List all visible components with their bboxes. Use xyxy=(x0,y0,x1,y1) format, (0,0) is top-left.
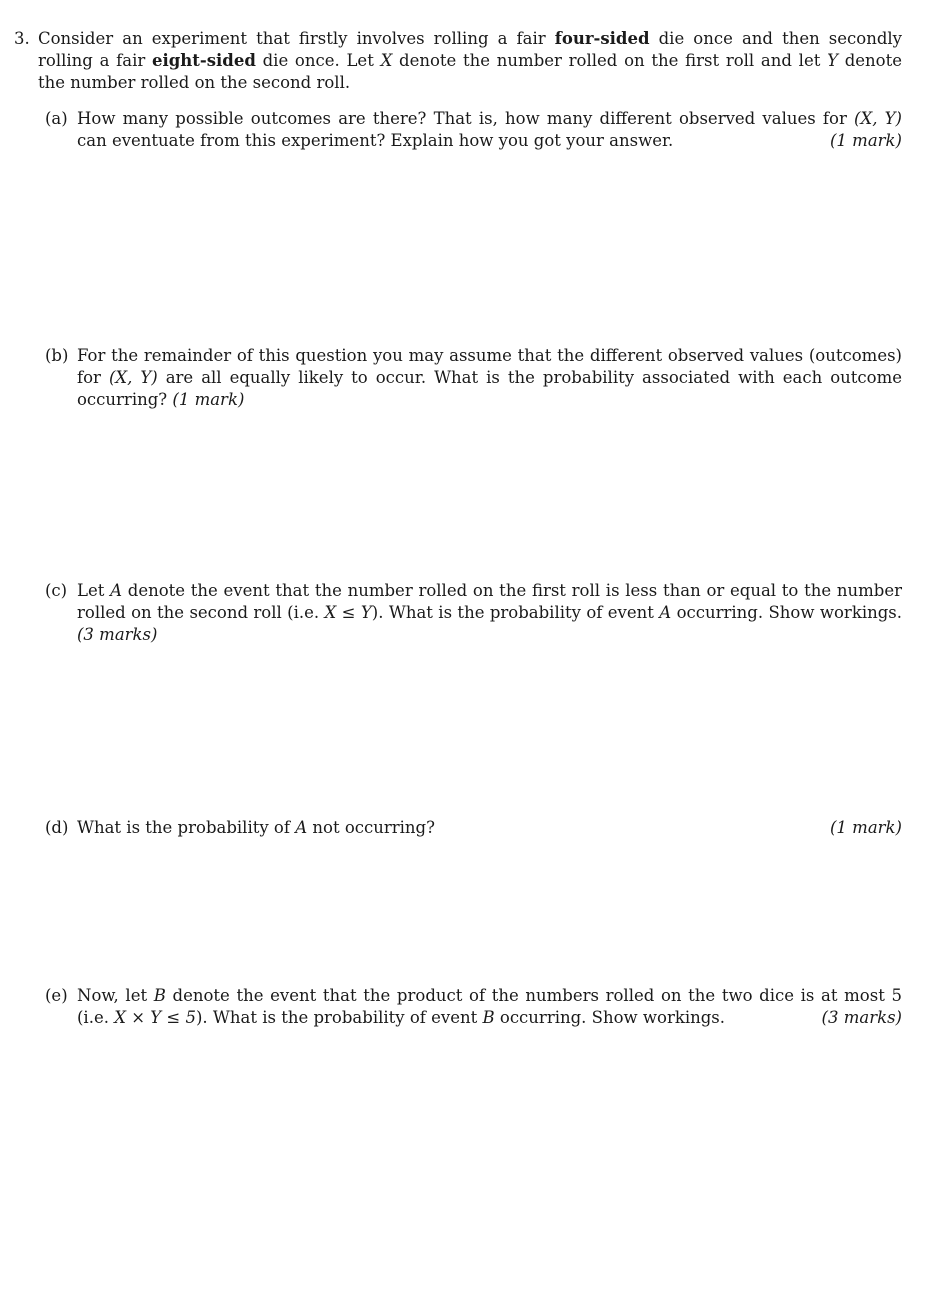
part-d-text-2: not occurring? xyxy=(307,818,435,837)
part-c-marks: (3 marks) xyxy=(77,625,158,644)
part-c-label: (c) xyxy=(45,581,68,600)
part-b-text-2: are all equally likely to occur. What is the probability associated with each outcome occurring? xyxy=(77,368,902,409)
stem-text: Consider an experiment that firstly involves rolling a fair xyxy=(38,29,555,48)
part-c-text-3: ). What is the probability of event xyxy=(371,603,660,622)
part-c-text-2: denote the event that the number rolled on the first roll is less than or equal to the number rolled on the second roll (i.e. xyxy=(77,581,902,622)
part-c-text-1: Let xyxy=(77,581,111,600)
part-c-text-4: occurring. Show workings. xyxy=(671,603,902,622)
part-e-text-1: Now, let xyxy=(77,986,154,1005)
math-var-x: X xyxy=(380,51,393,70)
part-e xyxy=(45,985,902,1029)
stem-bold-four-sided: four-sided xyxy=(554,29,650,48)
stem-text: denote the number rolled on the first roll and let xyxy=(392,51,828,70)
part-b-text-1: For the remainder of this question you may assume that the different observed values (outcomes) for xyxy=(77,346,902,387)
part-b-label: (b) xyxy=(45,346,69,365)
math-var-a: A xyxy=(659,603,672,622)
part-d-text xyxy=(77,817,902,839)
part-b-answer-space xyxy=(45,400,902,575)
part-d-text-1: What is the probability of xyxy=(77,818,296,837)
part-e-label: (e) xyxy=(45,986,68,1005)
part-b-math: (X, Y) xyxy=(108,368,158,387)
question-stem xyxy=(38,28,902,94)
part-a-marks: (1 mark) xyxy=(830,131,902,150)
part-d-answer-space xyxy=(45,845,902,980)
part-a-text xyxy=(77,108,902,152)
part-e-text-4: occurring. Show workings. xyxy=(494,1008,726,1027)
part-e-text-2: denote the event that the product of the numbers rolled on the two dice is at most 5 (i.e. xyxy=(77,986,902,1027)
question-number: 3. xyxy=(14,29,30,48)
part-a-answer-space xyxy=(45,160,902,340)
math-var-b: B xyxy=(153,986,166,1005)
part-b-marks: (1 mark) xyxy=(172,390,245,409)
stem-bold-eight-sided: eight-sided xyxy=(151,51,256,70)
part-a-label: (a) xyxy=(45,109,68,128)
part-a-math: (X, Y) xyxy=(854,109,902,128)
part-e-text xyxy=(77,985,902,1029)
part-c-answer-space xyxy=(45,635,902,810)
part-a-text-2: can eventuate from this experiment? Explain how you got your answer. xyxy=(77,131,674,150)
part-e-answer-space xyxy=(45,1040,902,1300)
part-d-label: (d) xyxy=(45,818,69,837)
part-a xyxy=(45,108,902,152)
math-var-a: A xyxy=(295,818,308,837)
math-var-b: B xyxy=(482,1008,495,1027)
stem-text: die once. Let xyxy=(255,51,381,70)
part-d xyxy=(45,817,902,839)
stem-text: die once and then secondly rolling a fair xyxy=(38,29,902,70)
math-var-y: Y xyxy=(827,51,838,70)
part-c-math: X ≤ Y xyxy=(324,603,372,622)
math-var-a: A xyxy=(110,581,123,600)
part-e-marks: (3 marks) xyxy=(821,1008,902,1027)
part-a-text-1: How many possible outcomes are there? That is, how many different observed values for xyxy=(77,109,855,128)
stem-text: denote the number rolled on the second roll. xyxy=(38,51,902,92)
part-e-math: X × Y ≤ 5 xyxy=(114,1008,196,1027)
part-d-marks: (1 mark) xyxy=(830,818,902,837)
part-e-text-3: ). What is the probability of event xyxy=(196,1008,483,1027)
